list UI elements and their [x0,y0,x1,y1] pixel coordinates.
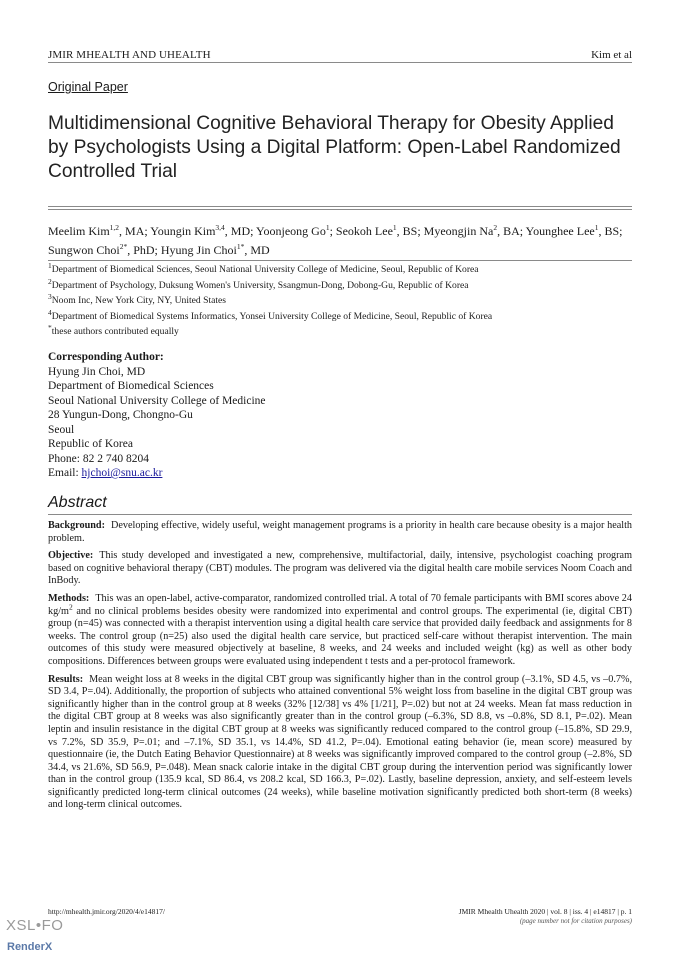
author: Younghee Lee$^1$, BS; [525,223,623,238]
corresponding-line: Seoul [48,423,75,436]
corresponding-line: Hyung Jin Choi, MD [48,365,146,378]
affiliations [48,262,634,340]
affiliation: $^4$Department of Biomedical Systems Informatics, Yonsei University College of Medicine, Seoul, Republic of Korea [48,307,493,322]
corresponding-author [48,350,266,481]
corresponding-email-line: Email: hjchoi@snu.ac.kr [48,467,163,479]
paper-title: Multidimensional Cognitive Behavioral Therapy for Obesity Applied by Psychologists Using a Digital Platform: Open-Label Randomized Controlled Trial [48,113,621,182]
abstract-heading: Abstract [48,494,107,511]
abstract-methods: Methods: This was an open-label, active-comparator, randomized controlled trial. A total of 70 female participants with BMI scores above 24 $kg/m^2$ and no clinical problems besides obesity were randomized into experimental and control groups. The experimental (ie, digital CBT) group (n=45) was connected with a therapist intervention using a digital health care service that provided daily feedback and assignments for 8 weeks. The control group (n=25) also used the digital health care service, but practiced self-care without therapist intervention. The main outcomes of this study were measured objectively at baseline, 8 weeks, and 24 weeks and included weight (kg) as well as other body compositions. Differences between groups were evaluated using independent t tests and a per-protocol framework. [48,592,632,667]
corresponding-line: Department of Biomedical Sciences [48,380,214,392]
header-rule [48,62,632,63]
corresponding-heading: Corresponding Author: [48,351,164,363]
author: Hyung Jin Choi$^{1*}$, MD [160,242,270,257]
email-link[interactable]: hjchoi@snu.ac.kr [81,467,163,479]
author: Myeongjin Na$^2$, BA; [423,223,526,238]
abstract-results: Results: Mean weight loss at 8 weeks in the digital CBT group was significantly higher than in the control group (–3.1%, SD 4.5, vs –0.7%, SD 3.4, P=.04). Additionally, the proportion of subjects who attained conventional 5% weight loss from baseline in the digital CBT group was significantly higher than in the control group at 8 weeks (32% [12/38] vs 4% [1/21], P=.02) but not at 24 weeks. Mean fat mass reduction in the digital CBT group at 8 weeks was also significantly greater than in the control group (–6.3%, SD 8.8, vs –0.8%, SD 8.1, P=.02). Mean leptin and insulin resistance in the digital CBT group at 8 weeks was significantly reduced compared to the control group (–15.8%, SD 29.9, vs 7.2%, SD 35.9, P=.01; and –7.1%, SD 35.1, vs 14.4%, SD 41.2, P=.04). Emotional eating behavior (ie, mean score) measured by questionnaire (ie, the Dutch Eating Behavior Questionnaire) at 8 weeks was significantly improved compared to the control group (–2.8%, SD 34.4, vs 21.6%, SD 56.9, P=.048). Mean snack calorie intake in the digital CBT group during the intervention period was significantly lower than in the control group (135.9 kcal, SD 86.4, vs 208.2 kcal, SD 166.3, P=.02). Lastly, baseline depression, anxiety, and self-esteem levels significantly predicted long-term clinical outcomes (24 weeks), while baseline motivation significantly predicted both short-term (8 weeks) and long-term clinical outcomes. [48,673,632,811]
affiliation: $^3$Noom Inc, New York City, NY, United States [48,291,227,306]
journal-name: JMIR MHEALTH AND UHEALTH [48,49,211,61]
renderx-watermark: RenderX [7,941,53,953]
corresponding-line: Seoul National University College of Medicine [48,394,266,407]
running-author: Kim et al [591,49,632,61]
affiliation: $^1$Department of Biomedical Sciences, Seoul National University College of Medicine, Seoul, Republic of Korea [48,260,479,275]
title-rule-top [48,206,632,207]
footer-url[interactable]: http://mhealth.jmir.org/2020/4/e14817/ [48,907,165,916]
author: Sungwon Choi$^{2*}$, PhD; [48,242,161,257]
corresponding-line: 28 Yungun-Dong, Chongno-Gu [48,409,193,421]
abstract-body [48,520,632,817]
author: Meelim Kim$^{1,2}$, MA; [48,223,151,238]
footer-note: (page number not for citation purposes) [519,917,632,925]
abstract-objective: Objective: This study developed and investigated a new, comprehensive, multifactorial, daily, intensive, psychologist coaching program based on cognitive behavioral therapy (CBT) modules. The program was delivered via the digital health care mobile services Noom Coach and InBody. [48,550,632,587]
paper-type: Original Paper [48,80,128,94]
corresponding-line: Phone: 82 2 740 8204 [48,452,149,465]
author-list [48,222,634,260]
author-rule [48,260,632,261]
affiliation: *these authors contributed equally [48,322,179,337]
author: Yoonjeong Go$^1$; [256,223,336,238]
abstract-background: Background: Developing effective, widely useful, weight management programs is a priority in health care because obesity is a major health problem. [48,520,632,544]
abstract-rule [48,514,632,515]
author: Seokoh Lee$^1$, BS; [335,223,424,238]
affiliation: $^2$Department of Psychology, Duksung Women's University, Ssangmun-Dong, Dobong-Gu, Republic of Korea [48,276,469,291]
xslfo-watermark: XSL•FO [6,917,64,934]
footer-citation: JMIR Mhealth Uhealth 2020 | vol. 8 | iss. 4 | e14817 | p. 1 [458,907,632,916]
corresponding-line: Republic of Korea [48,438,133,450]
author: Youngin Kim$^{3,4}$, MD; [150,223,257,238]
title-rule-bottom [48,209,632,210]
